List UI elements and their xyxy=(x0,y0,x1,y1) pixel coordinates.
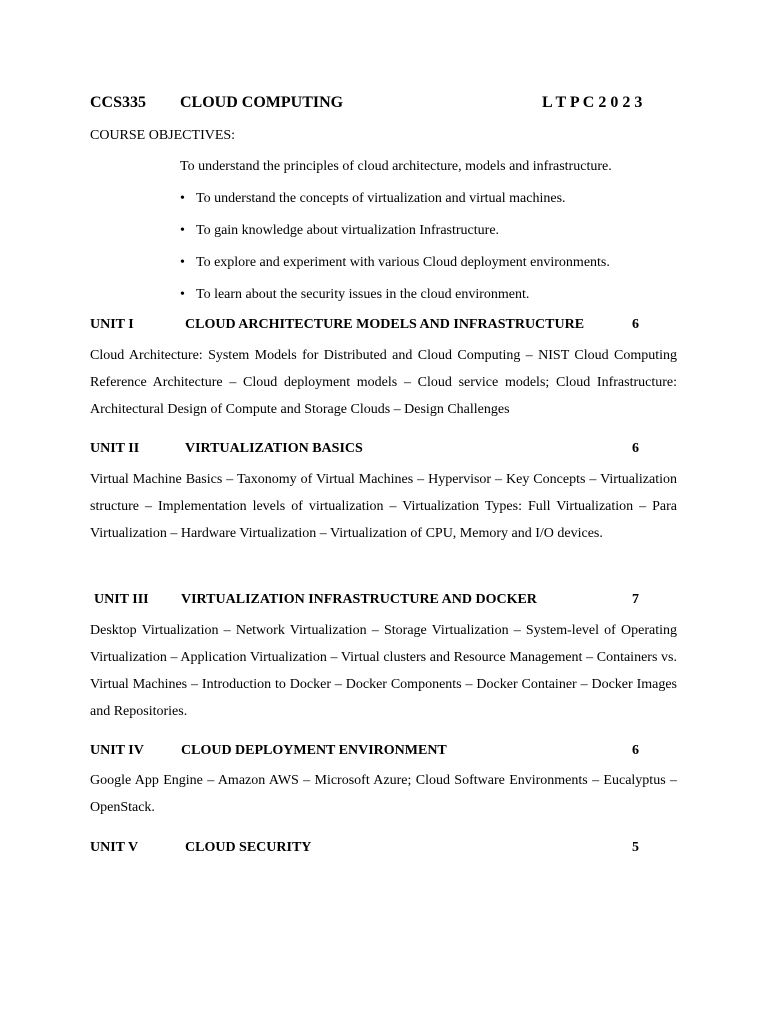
unit-title: CLOUD DEPLOYMENT ENVIRONMENT xyxy=(181,743,447,758)
unit-label: UNIT I xyxy=(90,317,134,332)
ltpc-credits: L T P C 2 0 2 3 xyxy=(542,94,643,111)
unit-title: CLOUD SECURITY xyxy=(185,840,312,855)
unit-hours: 5 xyxy=(632,840,639,855)
objectives-heading: COURSE OBJECTIVES: xyxy=(90,128,236,143)
objective-item: To understand the principles of cloud architecture, models and infrastructure. xyxy=(180,159,612,174)
unit-label: UNIT II xyxy=(90,441,140,456)
unit-hours: 6 xyxy=(632,317,639,332)
unit-title: VIRTUALIZATION INFRASTRUCTURE AND DOCKER xyxy=(181,592,537,607)
bullet-icon: • xyxy=(180,255,185,270)
course-code: CCS335 xyxy=(90,94,147,111)
objective-item: To understand the concepts of virtualization and virtual machines. xyxy=(196,191,566,206)
bullet-icon: • xyxy=(180,191,185,206)
objective-item: To explore and experiment with various Cloud deployment environments. xyxy=(196,255,610,270)
unit-hours: 7 xyxy=(632,592,639,607)
unit-label: UNIT III xyxy=(94,592,149,607)
objective-item: To gain knowledge about virtualization Infrastructure. xyxy=(196,223,500,238)
course-name: CLOUD COMPUTING xyxy=(180,94,344,111)
objective-item: To learn about the security issues in the cloud environment. xyxy=(196,287,530,302)
unit-content: Desktop Virtualization – Network Virtualization – Storage Virtualization – System-level of Operating Virtualization – Application Virtualization – Virtual clusters and Resource Management – Containers vs. Virtual Machines – Introduction to Docker – Docker Components – Docker Container – Docker Images and Repositories. xyxy=(90,623,677,719)
bullet-icon: • xyxy=(180,287,185,302)
unit-hours: 6 xyxy=(632,743,639,758)
unit-content: Cloud Architecture: System Models for Distributed and Cloud Computing – NIST Cloud Computing Reference Architecture – Cloud deployment models – Cloud service models; Cloud Infrastructure: Architectural Design of Compute and Storage Clouds – Design Challenges xyxy=(90,348,677,417)
unit-content: Virtual Machine Basics – Taxonomy of Virtual Machines – Hypervisor – Key Concepts – Virtualization structure – Implementation levels of virtualization – Virtualization Types: Full Virtualization – Para Virtualization – Hardware Virtualization – Virtualization of CPU, Memory and I/O devices. xyxy=(90,472,677,541)
bullet-icon: • xyxy=(180,223,185,238)
unit-label: UNIT V xyxy=(90,840,139,855)
unit-hours: 6 xyxy=(632,441,639,456)
unit-title: CLOUD ARCHITECTURE MODELS AND INFRASTRUCTURE xyxy=(185,317,585,332)
unit-label: UNIT IV xyxy=(90,743,144,758)
unit-title: VIRTUALIZATION BASICS xyxy=(185,441,363,456)
unit-content: Google App Engine – Amazon AWS – Microsoft Azure; Cloud Software Environments – Eucalyptus – OpenStack. xyxy=(90,773,677,815)
